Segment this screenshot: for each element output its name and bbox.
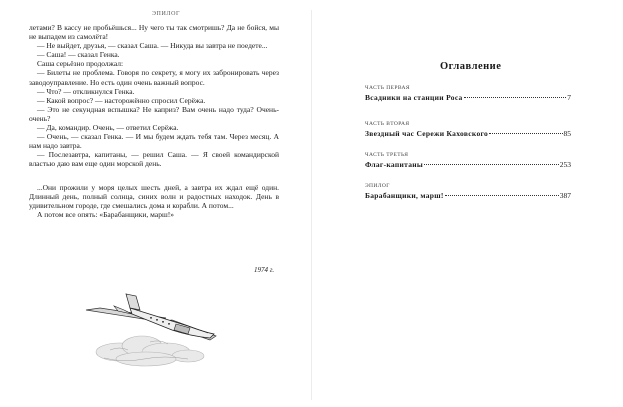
paragraph: летами? В кассу не пробьёшься... Ну чего ты так смотришь? Да не бойся, мы не выпадем из самолёта! [29,23,279,42]
toc-page-number: 253 [559,160,571,169]
paragraph: — Билеты не проблема. Говоря по секрету, я могу их забронировать через заводоуправление. Но есть один очень важный вопрос. [29,68,279,87]
paragraph: — Очень, — сказал Генка. — И мы будем ждать тебя там. Через месяц. А нам надо завтра. [29,132,279,151]
toc-page-number: 387 [559,191,571,200]
paragraph: — Да, командир. Очень, — ответил Серёжа. [37,123,179,133]
leader-dots [445,195,559,196]
toc-entry-title: Барабанщики, марш! [365,191,444,200]
paragraph: — Это не секундная вспышка? Не каприз? Вам очень надо туда? Очень-очень? [29,104,279,123]
leader-dots [489,133,562,134]
toc-part-label: ЧАСТЬ ПЕРВАЯ [365,85,410,91]
toc-entry-title: Всадники на станции Роса [365,93,463,102]
toc-entry [365,152,571,169]
paragraph: — Что? — откликнулся Генка. [37,86,135,96]
toc-page-number: 7 [567,93,571,102]
paragraph: Саша серьёзно продолжал: [37,59,124,69]
left-page [0,0,311,407]
toc-page-number: 85 [563,129,571,138]
toc-entry-title: Флаг-капитаны [365,160,424,169]
toc-part-label: ЭПИЛОГ [365,183,390,189]
toc-entry-title: Звездный час Сережи Каховского [365,129,489,138]
date: 1974 г. [254,266,275,274]
toc-entry [365,85,571,102]
paragraph: А потом все опять: «Барабанщики, марш!» [37,209,174,219]
toc-entry [365,183,571,200]
paragraph: — Саша! — сказал Генка. [37,50,120,60]
toc-part-label: ЧАСТЬ ВТОРАЯ [365,121,410,127]
running-head: ЭПИЛОГ [152,11,181,17]
paragraph: ...Они прожили у моря целых шесть дней, а завтра их ждал ещё один. Длинный день, полный солнца, синих волн и радостных находок. День в удивительном городе, где смешались дома и корабли. А потом... [29,182,279,210]
toc-part-label: ЧАСТЬ ТРЕТЬЯ [365,152,409,158]
toc-title: Оглавление [440,61,502,72]
paragraph: — Послезавтра, капитаны, — решил Саша. — Я своей командирской властью даю вам еще один морской день. [29,150,279,169]
airplane-illustration [80,280,230,375]
paragraph: — Какой вопрос? — насторожённо спросил Серёжа. [37,95,206,105]
leader-dots [424,164,559,165]
leader-dots [464,97,567,98]
story-text [29,23,279,219]
toc-entry [365,121,571,138]
paragraph: — Не выйдет, друзья, — сказал Саша. — Никуда вы завтра не поедете... [37,41,268,51]
